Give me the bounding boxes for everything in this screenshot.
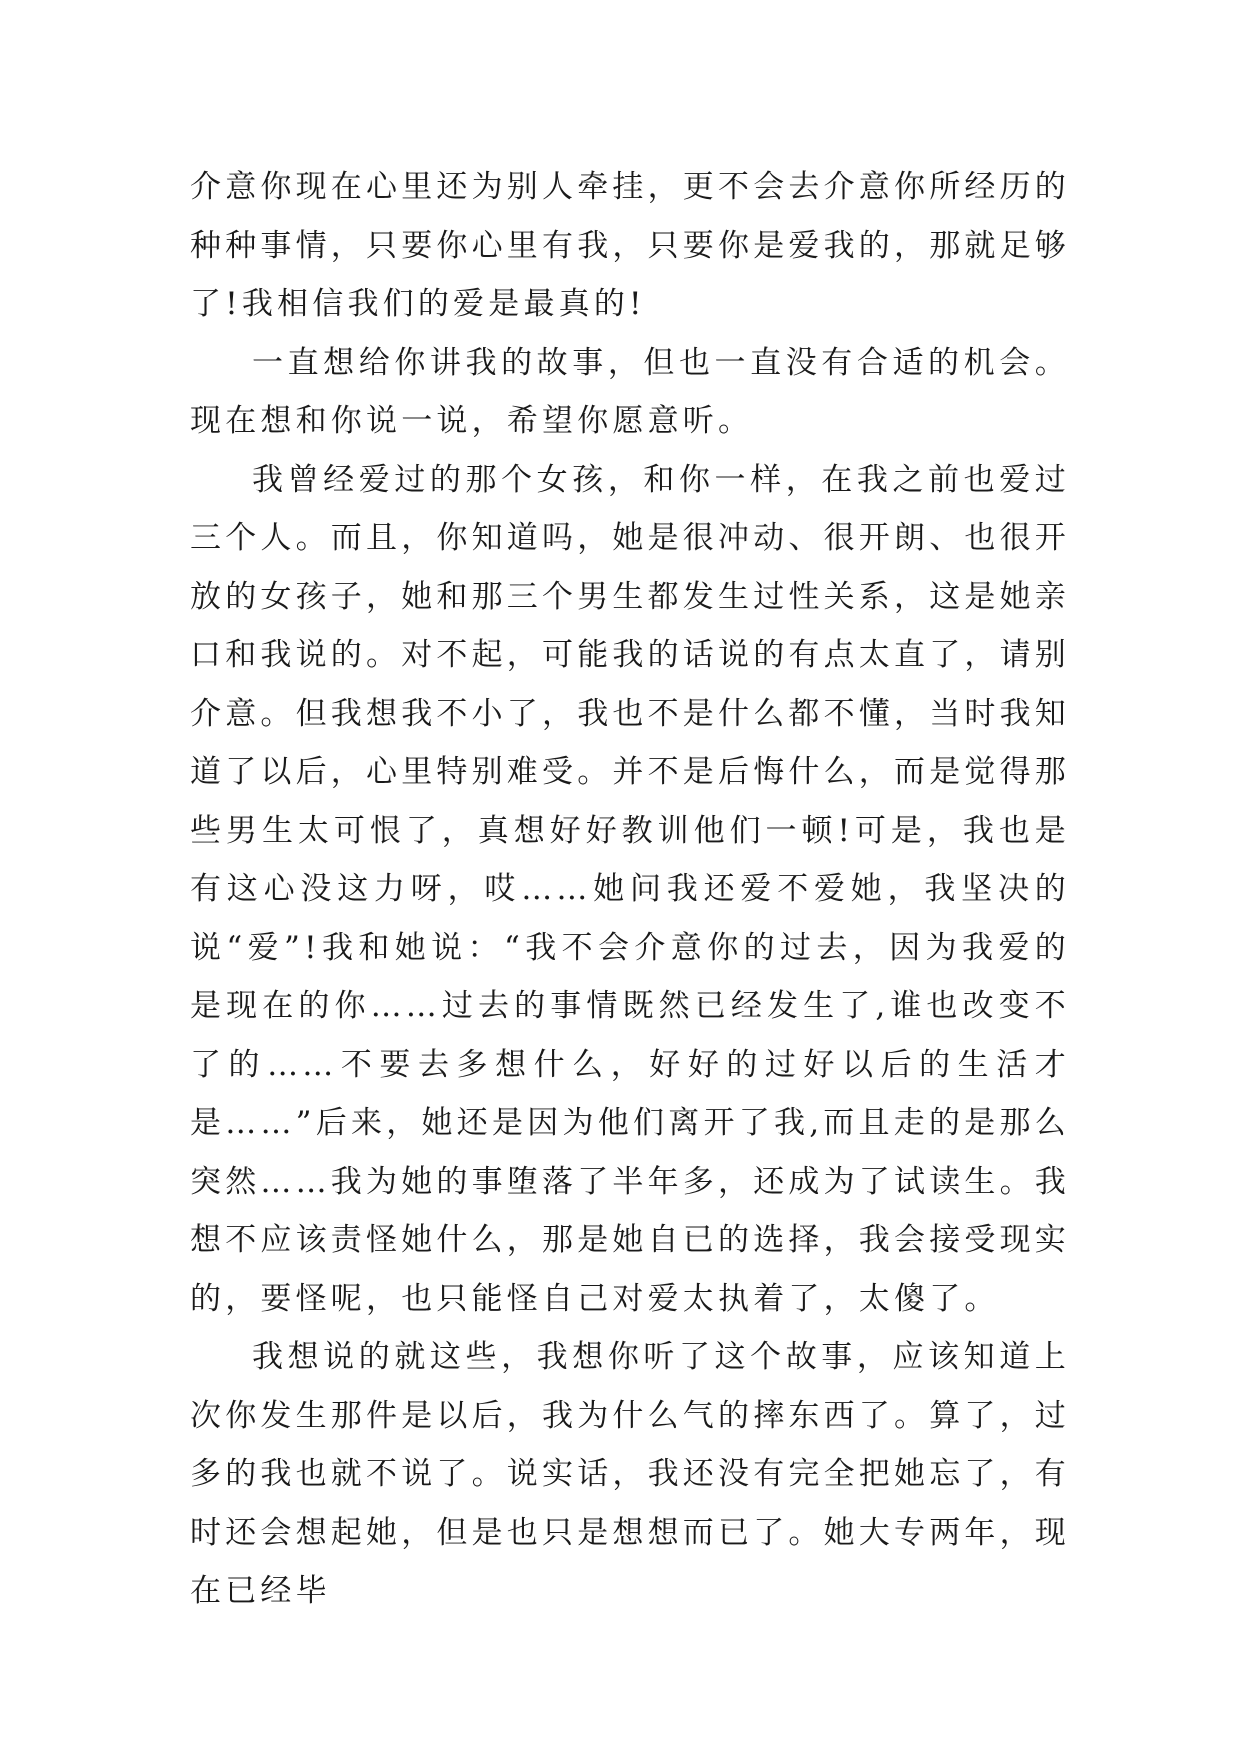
paragraph-1: 介意你现在心里还为别人牵挂，更不会去介意你所经历的种种事情，只要你心里有我，只要你是爱我的，那就足够了!我相信我们的爱是最真的! bbox=[190, 169, 1070, 322]
paragraph-4: 我想说的就这些，我想你听了这个故事，应该知道上次你发生那件是以后，我为什么气的摔东西了。算了，过多的我也就不说了。说实话，我还没有完全把她忘了，有时还会想起她，但是也只是想想而已了。她大专两年，现在已经毕 bbox=[190, 1339, 1070, 1609]
paragraph-3: 我曾经爱过的那个女孩，和你一样，在我之前也爱过三个人。而且，你知道吗，她是很冲动、很开朗、也很开放的女孩子，她和那三个男生都发生过性关系，这是她亲口和我说的。对不起，可能我的话说的有点太直了，请别介意。但我想我不小了，我也不是什么都不懂，当时我知道了以后，心里特别难受。并不是后悔什么，而是觉得那些男生太可恨了，真想好好教训他们一顿!可是，我也是有这心没这力呀，哎……她问我还爱不爱她，我坚决的说“爱”!我和她说：“我不会介意你的过去，因为我爱的是现在的你……过去的事情既然已经发生了,谁也改变不了的……不要去多想什么，好好的过好以后的生活才是……”后来，她还是因为他们离开了我,而且走的是那么突然……我为她的事堕落了半年多，还成为了试读生。我想不应该责怪她什么，那是她自已的选择，我会接受现实的，要怪呢，也只能怪自己对爱太执着了，太傻了。 bbox=[190, 461, 1070, 1317]
document-body bbox=[190, 158, 1070, 1621]
paragraph-2: 一直想给你讲我的故事，但也一直没有合适的机会。现在想和你说一说，希望你愿意听。 bbox=[190, 344, 1070, 439]
